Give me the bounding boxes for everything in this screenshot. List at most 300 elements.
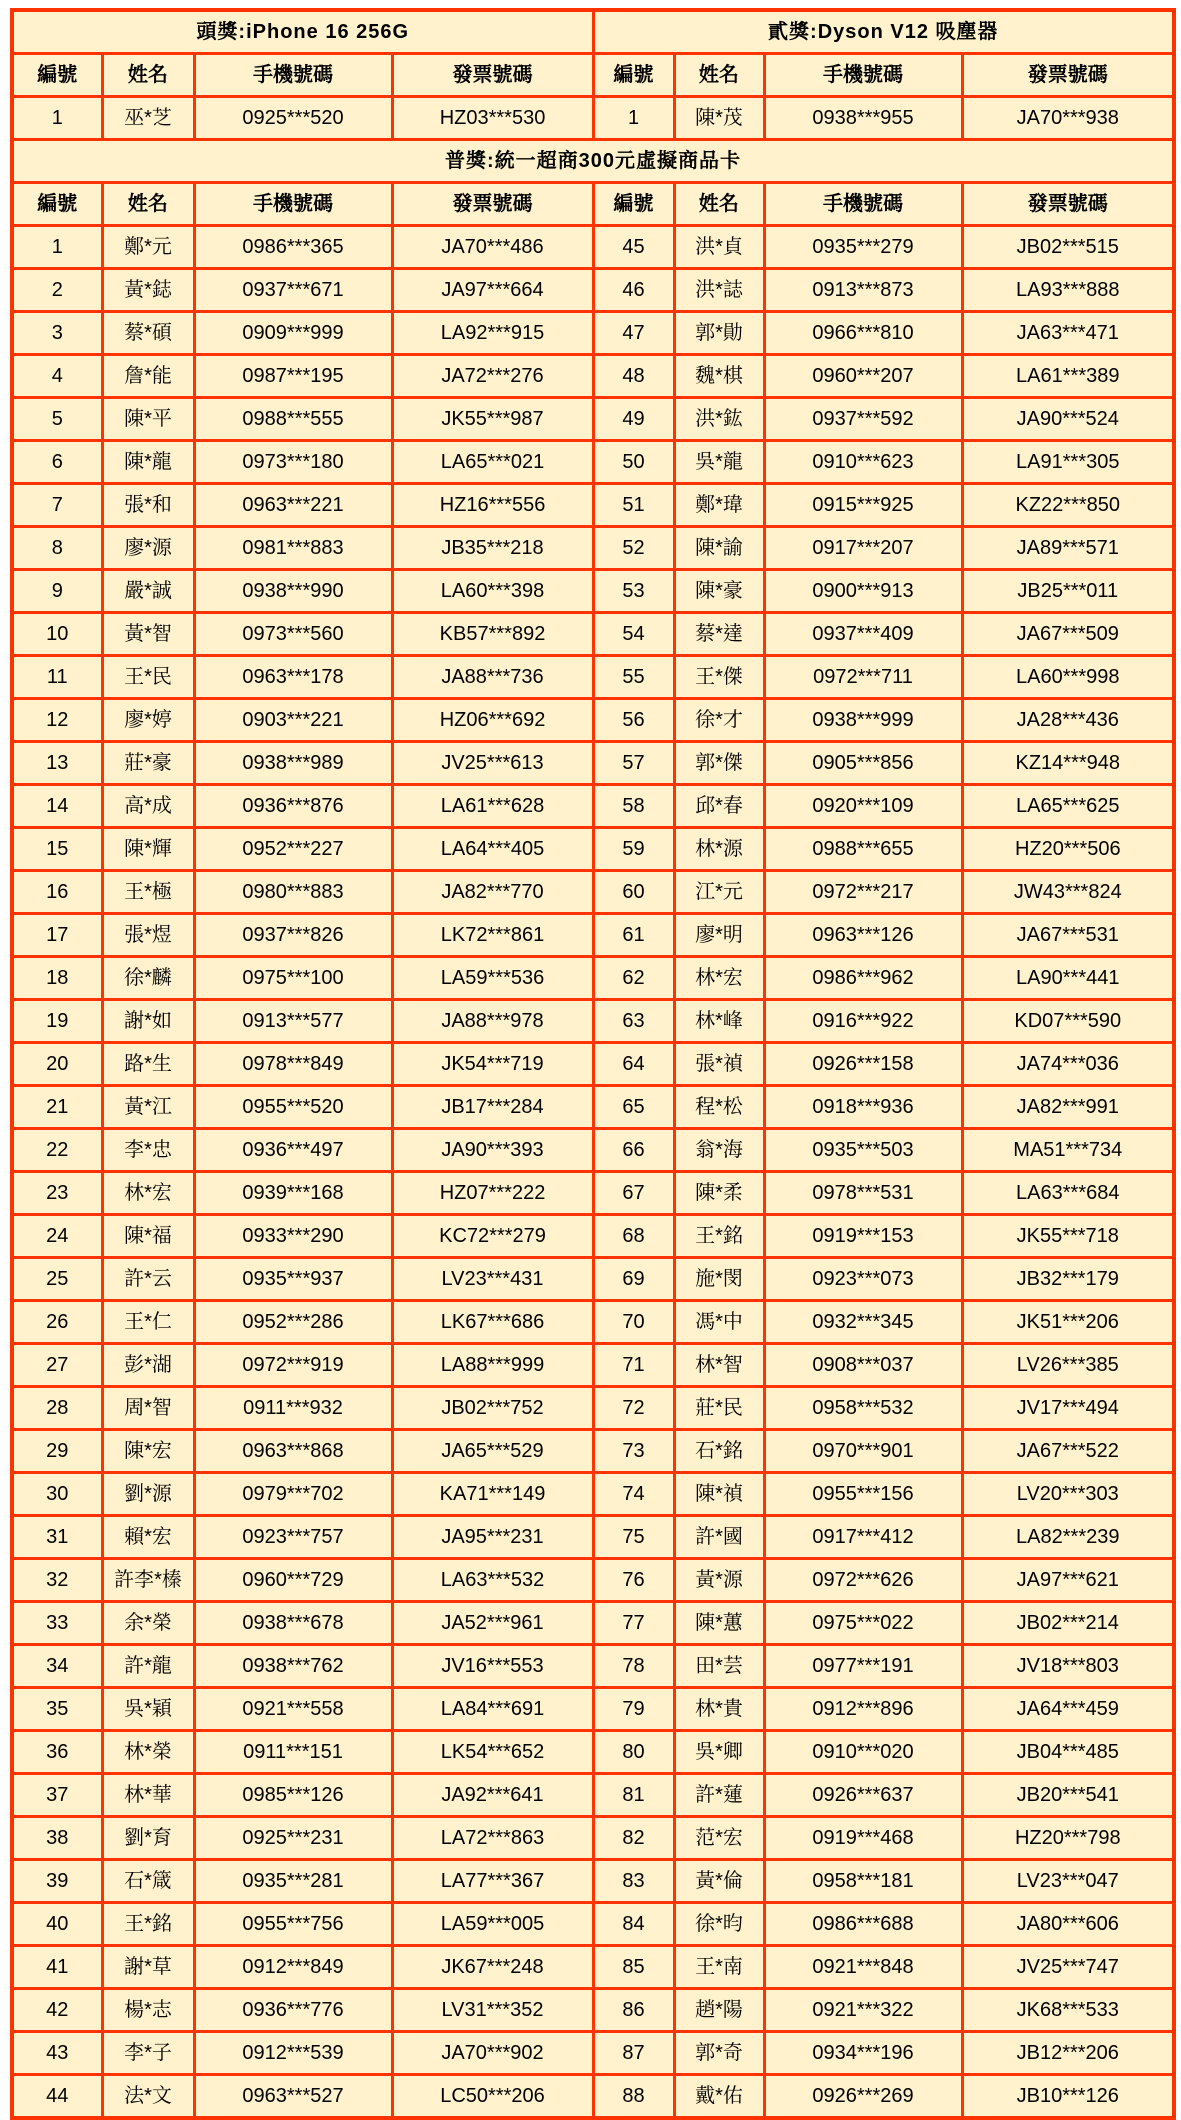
winner-row bbox=[12, 1989, 1174, 2032]
no-cell: 32 bbox=[12, 1559, 102, 1602]
name-cell: 林*峰 bbox=[674, 1000, 764, 1043]
winner-row bbox=[12, 613, 1174, 656]
invoice-cell: LA82***239 bbox=[962, 1516, 1174, 1559]
phone-cell: 0963***868 bbox=[194, 1430, 392, 1473]
name-cell: 王*銘 bbox=[674, 1215, 764, 1258]
invoice-cell: LA84***691 bbox=[392, 1688, 593, 1731]
winner-row bbox=[12, 1645, 1174, 1688]
invoice-cell: JB02***752 bbox=[392, 1387, 593, 1430]
invoice-cell: JK54***719 bbox=[392, 1043, 593, 1086]
name-cell: 張*和 bbox=[102, 484, 194, 527]
phone-cell: 0977***191 bbox=[764, 1645, 962, 1688]
name-cell: 巫*芝 bbox=[102, 97, 194, 140]
name-cell: 陳*平 bbox=[102, 398, 194, 441]
phone-cell: 0938***989 bbox=[194, 742, 392, 785]
phone-cell: 0923***073 bbox=[764, 1258, 962, 1301]
invoice-cell: JA70***486 bbox=[392, 226, 593, 269]
no-cell: 34 bbox=[12, 1645, 102, 1688]
winner-row bbox=[12, 1301, 1174, 1344]
phone-cell: 0952***286 bbox=[194, 1301, 392, 1344]
invoice-cell: JA70***938 bbox=[962, 97, 1174, 140]
normal-prize-band: 普獎:統一超商300元虛擬商品卡 bbox=[12, 140, 1174, 183]
phone-cell: 0918***936 bbox=[764, 1086, 962, 1129]
col-header-phone: 手機號碼 bbox=[764, 183, 962, 226]
invoice-cell: LA90***441 bbox=[962, 957, 1174, 1000]
no-cell: 46 bbox=[593, 269, 674, 312]
no-cell: 37 bbox=[12, 1774, 102, 1817]
phone-cell: 0955***756 bbox=[194, 1903, 392, 1946]
name-cell: 施*閔 bbox=[674, 1258, 764, 1301]
phone-cell: 0952***227 bbox=[194, 828, 392, 871]
phone-cell: 0970***901 bbox=[764, 1430, 962, 1473]
invoice-cell: KD07***590 bbox=[962, 1000, 1174, 1043]
name-cell: 林*宏 bbox=[102, 1172, 194, 1215]
name-cell: 路*生 bbox=[102, 1043, 194, 1086]
invoice-cell: JA88***978 bbox=[392, 1000, 593, 1043]
phone-cell: 0960***729 bbox=[194, 1559, 392, 1602]
name-cell: 謝*如 bbox=[102, 1000, 194, 1043]
invoice-cell: LA93***888 bbox=[962, 269, 1174, 312]
no-cell: 82 bbox=[593, 1817, 674, 1860]
phone-cell: 0935***281 bbox=[194, 1860, 392, 1903]
invoice-cell: HZ03***530 bbox=[392, 97, 593, 140]
name-cell: 李*忠 bbox=[102, 1129, 194, 1172]
winner-row bbox=[12, 1817, 1174, 1860]
no-cell: 59 bbox=[593, 828, 674, 871]
phone-cell: 0972***919 bbox=[194, 1344, 392, 1387]
name-cell: 翁*海 bbox=[674, 1129, 764, 1172]
no-cell: 75 bbox=[593, 1516, 674, 1559]
no-cell: 18 bbox=[12, 957, 102, 1000]
phone-cell: 0986***365 bbox=[194, 226, 392, 269]
name-cell: 許*云 bbox=[102, 1258, 194, 1301]
invoice-cell: LV31***352 bbox=[392, 1989, 593, 2032]
no-cell: 45 bbox=[593, 226, 674, 269]
winner-row bbox=[12, 785, 1174, 828]
name-cell: 王*銘 bbox=[102, 1903, 194, 1946]
name-cell: 陳*茂 bbox=[674, 97, 764, 140]
phone-cell: 0917***207 bbox=[764, 527, 962, 570]
name-cell: 高*成 bbox=[102, 785, 194, 828]
col-header-phone: 手機號碼 bbox=[764, 54, 962, 97]
phone-cell: 0978***531 bbox=[764, 1172, 962, 1215]
first-prize-band: 頭獎:iPhone 16 256G bbox=[12, 10, 593, 54]
invoice-cell: LA63***684 bbox=[962, 1172, 1174, 1215]
phone-cell: 0925***520 bbox=[194, 97, 392, 140]
phone-cell: 0938***999 bbox=[764, 699, 962, 742]
phone-cell: 0958***181 bbox=[764, 1860, 962, 1903]
no-cell: 61 bbox=[593, 914, 674, 957]
name-cell: 陳*福 bbox=[102, 1215, 194, 1258]
name-cell: 王*傑 bbox=[674, 656, 764, 699]
invoice-cell: JK51***206 bbox=[962, 1301, 1174, 1344]
no-cell: 68 bbox=[593, 1215, 674, 1258]
no-cell: 19 bbox=[12, 1000, 102, 1043]
name-cell: 鄭*瑋 bbox=[674, 484, 764, 527]
invoice-cell: JA95***231 bbox=[392, 1516, 593, 1559]
phone-cell: 0963***126 bbox=[764, 914, 962, 957]
no-cell: 67 bbox=[593, 1172, 674, 1215]
winner-row bbox=[12, 1559, 1174, 1602]
phone-cell: 0926***637 bbox=[764, 1774, 962, 1817]
no-cell: 30 bbox=[12, 1473, 102, 1516]
name-cell: 范*宏 bbox=[674, 1817, 764, 1860]
phone-cell: 0909***999 bbox=[194, 312, 392, 355]
phone-cell: 0938***955 bbox=[764, 97, 962, 140]
name-cell: 王*民 bbox=[102, 656, 194, 699]
phone-cell: 0913***873 bbox=[764, 269, 962, 312]
no-cell: 54 bbox=[593, 613, 674, 656]
winner-row bbox=[12, 742, 1174, 785]
name-cell: 吳*穎 bbox=[102, 1688, 194, 1731]
col-header-no: 編號 bbox=[12, 54, 102, 97]
invoice-cell: LK67***686 bbox=[392, 1301, 593, 1344]
invoice-cell: MA51***734 bbox=[962, 1129, 1174, 1172]
winner-row bbox=[12, 1430, 1174, 1473]
phone-cell: 0912***896 bbox=[764, 1688, 962, 1731]
name-cell: 江*元 bbox=[674, 871, 764, 914]
no-cell: 17 bbox=[12, 914, 102, 957]
no-cell: 35 bbox=[12, 1688, 102, 1731]
phone-cell: 0916***922 bbox=[764, 1000, 962, 1043]
invoice-cell: LV23***431 bbox=[392, 1258, 593, 1301]
winner-row bbox=[12, 1258, 1174, 1301]
no-cell: 39 bbox=[12, 1860, 102, 1903]
invoice-cell: JA65***529 bbox=[392, 1430, 593, 1473]
winner-row bbox=[12, 1860, 1174, 1903]
no-cell: 1 bbox=[593, 97, 674, 140]
phone-cell: 0912***539 bbox=[194, 2032, 392, 2075]
invoice-cell: LA91***305 bbox=[962, 441, 1174, 484]
no-cell: 78 bbox=[593, 1645, 674, 1688]
invoice-cell: LV20***303 bbox=[962, 1473, 1174, 1516]
no-cell: 84 bbox=[593, 1903, 674, 1946]
invoice-cell: KZ14***948 bbox=[962, 742, 1174, 785]
invoice-cell: JA80***606 bbox=[962, 1903, 1174, 1946]
winner-row bbox=[12, 355, 1174, 398]
phone-cell: 0963***178 bbox=[194, 656, 392, 699]
no-cell: 4 bbox=[12, 355, 102, 398]
phone-cell: 0925***231 bbox=[194, 1817, 392, 1860]
invoice-cell: JA97***664 bbox=[392, 269, 593, 312]
name-cell: 許*龍 bbox=[102, 1645, 194, 1688]
name-cell: 徐*麟 bbox=[102, 957, 194, 1000]
invoice-cell: LK54***652 bbox=[392, 1731, 593, 1774]
invoice-cell: KB57***892 bbox=[392, 613, 593, 656]
col-header-name: 姓名 bbox=[674, 54, 764, 97]
winner-row bbox=[12, 1215, 1174, 1258]
no-cell: 60 bbox=[593, 871, 674, 914]
winner-row bbox=[12, 1000, 1174, 1043]
invoice-cell: JB35***218 bbox=[392, 527, 593, 570]
winner-row bbox=[12, 269, 1174, 312]
no-cell: 86 bbox=[593, 1989, 674, 2032]
name-cell: 馮*中 bbox=[674, 1301, 764, 1344]
name-cell: 彭*湖 bbox=[102, 1344, 194, 1387]
invoice-cell: JK67***248 bbox=[392, 1946, 593, 1989]
phone-cell: 0935***279 bbox=[764, 226, 962, 269]
invoice-cell: LA88***999 bbox=[392, 1344, 593, 1387]
winner-row bbox=[12, 441, 1174, 484]
name-cell: 魏*棋 bbox=[674, 355, 764, 398]
col-header-invoice: 發票號碼 bbox=[962, 54, 1174, 97]
invoice-cell: LA64***405 bbox=[392, 828, 593, 871]
invoice-cell: LA72***863 bbox=[392, 1817, 593, 1860]
name-cell: 陳*宏 bbox=[102, 1430, 194, 1473]
winner-row bbox=[12, 1516, 1174, 1559]
no-cell: 80 bbox=[593, 1731, 674, 1774]
invoice-cell: JA89***571 bbox=[962, 527, 1174, 570]
invoice-cell: JA28***436 bbox=[962, 699, 1174, 742]
normal-winners-body bbox=[12, 226, 1174, 2119]
name-cell: 許*蓮 bbox=[674, 1774, 764, 1817]
invoice-cell: KC72***279 bbox=[392, 1215, 593, 1258]
name-cell: 石*箴 bbox=[102, 1860, 194, 1903]
phone-cell: 0934***196 bbox=[764, 2032, 962, 2075]
name-cell: 劉*源 bbox=[102, 1473, 194, 1516]
invoice-cell: JB10***126 bbox=[962, 2075, 1174, 2119]
no-cell: 9 bbox=[12, 570, 102, 613]
phone-cell: 0975***022 bbox=[764, 1602, 962, 1645]
phone-cell: 0939***168 bbox=[194, 1172, 392, 1215]
winner-row bbox=[12, 1043, 1174, 1086]
winner-row bbox=[12, 1387, 1174, 1430]
phone-cell: 0920***109 bbox=[764, 785, 962, 828]
invoice-cell: JV25***747 bbox=[962, 1946, 1174, 1989]
col-header-name: 姓名 bbox=[102, 183, 194, 226]
no-cell: 24 bbox=[12, 1215, 102, 1258]
phone-cell: 0913***577 bbox=[194, 1000, 392, 1043]
phone-cell: 0963***527 bbox=[194, 2075, 392, 2119]
no-cell: 71 bbox=[593, 1344, 674, 1387]
name-cell: 許李*榛 bbox=[102, 1559, 194, 1602]
name-cell: 周*智 bbox=[102, 1387, 194, 1430]
invoice-cell: HZ20***798 bbox=[962, 1817, 1174, 1860]
no-cell: 13 bbox=[12, 742, 102, 785]
name-cell: 郭*傑 bbox=[674, 742, 764, 785]
col-header-invoice: 發票號碼 bbox=[392, 54, 593, 97]
phone-cell: 0972***626 bbox=[764, 1559, 962, 1602]
winner-row bbox=[12, 1172, 1174, 1215]
phone-cell: 0936***776 bbox=[194, 1989, 392, 2032]
name-cell: 鄭*元 bbox=[102, 226, 194, 269]
name-cell: 賴*宏 bbox=[102, 1516, 194, 1559]
no-cell: 21 bbox=[12, 1086, 102, 1129]
phone-cell: 0955***520 bbox=[194, 1086, 392, 1129]
invoice-cell: HZ16***556 bbox=[392, 484, 593, 527]
name-cell: 莊*豪 bbox=[102, 742, 194, 785]
name-cell: 石*銘 bbox=[674, 1430, 764, 1473]
no-cell: 87 bbox=[593, 2032, 674, 2075]
no-cell: 76 bbox=[593, 1559, 674, 1602]
invoice-cell: LA60***998 bbox=[962, 656, 1174, 699]
winner-row bbox=[12, 1473, 1174, 1516]
name-cell: 黃*江 bbox=[102, 1086, 194, 1129]
invoice-cell: LA59***005 bbox=[392, 1903, 593, 1946]
winner-row bbox=[12, 699, 1174, 742]
phone-cell: 0921***322 bbox=[764, 1989, 962, 2032]
name-cell: 陳*諭 bbox=[674, 527, 764, 570]
invoice-cell: JA88***736 bbox=[392, 656, 593, 699]
no-cell: 77 bbox=[593, 1602, 674, 1645]
phone-cell: 0972***711 bbox=[764, 656, 962, 699]
name-cell: 林*宏 bbox=[674, 957, 764, 1000]
invoice-cell: JB25***011 bbox=[962, 570, 1174, 613]
no-cell: 11 bbox=[12, 656, 102, 699]
no-cell: 56 bbox=[593, 699, 674, 742]
name-cell: 林*智 bbox=[674, 1344, 764, 1387]
name-cell: 陳*豪 bbox=[674, 570, 764, 613]
phone-cell: 0973***180 bbox=[194, 441, 392, 484]
no-cell: 25 bbox=[12, 1258, 102, 1301]
phone-cell: 0911***932 bbox=[194, 1387, 392, 1430]
no-cell: 10 bbox=[12, 613, 102, 656]
invoice-cell: LK72***861 bbox=[392, 914, 593, 957]
name-cell: 吳*卿 bbox=[674, 1731, 764, 1774]
no-cell: 79 bbox=[593, 1688, 674, 1731]
invoice-cell: LC50***206 bbox=[392, 2075, 593, 2119]
name-cell: 邱*春 bbox=[674, 785, 764, 828]
phone-cell: 0986***688 bbox=[764, 1903, 962, 1946]
invoice-cell: JA82***770 bbox=[392, 871, 593, 914]
no-cell: 51 bbox=[593, 484, 674, 527]
col-header-invoice: 發票號碼 bbox=[962, 183, 1174, 226]
invoice-cell: JA82***991 bbox=[962, 1086, 1174, 1129]
name-cell: 陳*柔 bbox=[674, 1172, 764, 1215]
invoice-cell: LV26***385 bbox=[962, 1344, 1174, 1387]
invoice-cell: LA92***915 bbox=[392, 312, 593, 355]
no-cell: 31 bbox=[12, 1516, 102, 1559]
no-cell: 49 bbox=[593, 398, 674, 441]
phone-cell: 0978***849 bbox=[194, 1043, 392, 1086]
phone-cell: 0966***810 bbox=[764, 312, 962, 355]
no-cell: 74 bbox=[593, 1473, 674, 1516]
no-cell: 73 bbox=[593, 1430, 674, 1473]
no-cell: 47 bbox=[593, 312, 674, 355]
name-cell: 廖*源 bbox=[102, 527, 194, 570]
winner-row bbox=[12, 1129, 1174, 1172]
invoice-cell: LA65***625 bbox=[962, 785, 1174, 828]
winner-row bbox=[12, 226, 1174, 269]
invoice-cell: JV17***494 bbox=[962, 1387, 1174, 1430]
name-cell: 廖*婷 bbox=[102, 699, 194, 742]
no-cell: 65 bbox=[593, 1086, 674, 1129]
name-cell: 程*松 bbox=[674, 1086, 764, 1129]
name-cell: 王*極 bbox=[102, 871, 194, 914]
phone-cell: 0973***560 bbox=[194, 613, 392, 656]
winner-row bbox=[12, 527, 1174, 570]
invoice-cell: JB32***179 bbox=[962, 1258, 1174, 1301]
phone-cell: 0921***558 bbox=[194, 1688, 392, 1731]
no-cell: 40 bbox=[12, 1903, 102, 1946]
winner-row bbox=[12, 1344, 1174, 1387]
no-cell: 36 bbox=[12, 1731, 102, 1774]
no-cell: 57 bbox=[593, 742, 674, 785]
no-cell: 62 bbox=[593, 957, 674, 1000]
invoice-cell: HZ07***222 bbox=[392, 1172, 593, 1215]
col-header-phone: 手機號碼 bbox=[194, 183, 392, 226]
phone-cell: 0935***937 bbox=[194, 1258, 392, 1301]
winner-row bbox=[12, 1602, 1174, 1645]
name-cell: 黃*智 bbox=[102, 613, 194, 656]
phone-cell: 0923***757 bbox=[194, 1516, 392, 1559]
name-cell: 郭*勛 bbox=[674, 312, 764, 355]
no-cell: 28 bbox=[12, 1387, 102, 1430]
phone-cell: 0900***913 bbox=[764, 570, 962, 613]
no-cell: 44 bbox=[12, 2075, 102, 2119]
no-cell: 8 bbox=[12, 527, 102, 570]
no-cell: 23 bbox=[12, 1172, 102, 1215]
invoice-cell: JA64***459 bbox=[962, 1688, 1174, 1731]
invoice-cell: LV23***047 bbox=[962, 1860, 1174, 1903]
name-cell: 陳*輝 bbox=[102, 828, 194, 871]
no-cell: 66 bbox=[593, 1129, 674, 1172]
phone-cell: 0935***503 bbox=[764, 1129, 962, 1172]
name-cell: 洪*鈜 bbox=[674, 398, 764, 441]
normal-prize-band-row bbox=[12, 140, 1174, 183]
phone-cell: 0937***826 bbox=[194, 914, 392, 957]
name-cell: 蔡*達 bbox=[674, 613, 764, 656]
invoice-cell: LA61***628 bbox=[392, 785, 593, 828]
invoice-cell: KA71***149 bbox=[392, 1473, 593, 1516]
invoice-cell: JA67***522 bbox=[962, 1430, 1174, 1473]
phone-cell: 0963***221 bbox=[194, 484, 392, 527]
winner-row bbox=[12, 957, 1174, 1000]
phone-cell: 0919***468 bbox=[764, 1817, 962, 1860]
name-cell: 詹*能 bbox=[102, 355, 194, 398]
name-cell: 廖*明 bbox=[674, 914, 764, 957]
winner-row bbox=[12, 312, 1174, 355]
phone-cell: 0985***126 bbox=[194, 1774, 392, 1817]
no-cell: 83 bbox=[593, 1860, 674, 1903]
invoice-cell: JA74***036 bbox=[962, 1043, 1174, 1086]
phone-cell: 0960***207 bbox=[764, 355, 962, 398]
phone-cell: 0933***290 bbox=[194, 1215, 392, 1258]
name-cell: 王*仁 bbox=[102, 1301, 194, 1344]
no-cell: 29 bbox=[12, 1430, 102, 1473]
phone-cell: 0937***409 bbox=[764, 613, 962, 656]
phone-cell: 0988***655 bbox=[764, 828, 962, 871]
top-prize-band-row bbox=[12, 10, 1174, 54]
phone-cell: 0911***151 bbox=[194, 1731, 392, 1774]
name-cell: 黃*倫 bbox=[674, 1860, 764, 1903]
phone-cell: 0958***532 bbox=[764, 1387, 962, 1430]
winner-row bbox=[12, 1946, 1174, 1989]
winner-row bbox=[12, 2032, 1174, 2075]
col-header-name: 姓名 bbox=[102, 54, 194, 97]
invoice-cell: KZ22***850 bbox=[962, 484, 1174, 527]
name-cell: 張*禎 bbox=[674, 1043, 764, 1086]
name-cell: 吳*龍 bbox=[674, 441, 764, 484]
no-cell: 52 bbox=[593, 527, 674, 570]
no-cell: 64 bbox=[593, 1043, 674, 1086]
phone-cell: 0926***269 bbox=[764, 2075, 962, 2119]
phone-cell: 0915***925 bbox=[764, 484, 962, 527]
invoice-cell: JA70***902 bbox=[392, 2032, 593, 2075]
no-cell: 1 bbox=[12, 226, 102, 269]
name-cell: 楊*志 bbox=[102, 1989, 194, 2032]
winner-row bbox=[12, 1903, 1174, 1946]
phone-cell: 0972***217 bbox=[764, 871, 962, 914]
phone-cell: 0987***195 bbox=[194, 355, 392, 398]
invoice-cell: JB04***485 bbox=[962, 1731, 1174, 1774]
name-cell: 謝*草 bbox=[102, 1946, 194, 1989]
no-cell: 53 bbox=[593, 570, 674, 613]
invoice-cell: JA67***509 bbox=[962, 613, 1174, 656]
winner-row bbox=[12, 1688, 1174, 1731]
phone-cell: 0910***623 bbox=[764, 441, 962, 484]
no-cell: 70 bbox=[593, 1301, 674, 1344]
